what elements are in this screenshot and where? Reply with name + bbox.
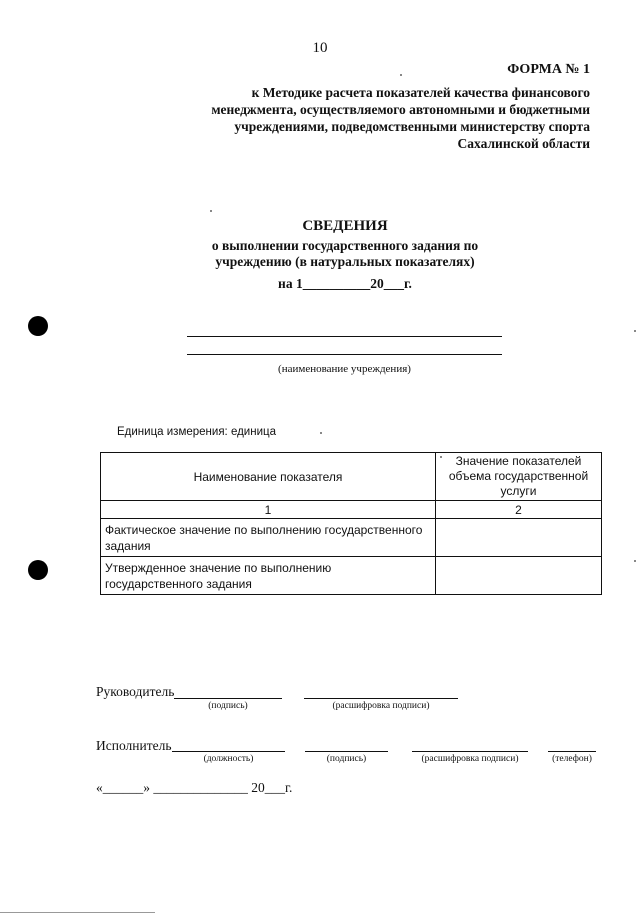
unit-label: Единица измерения: единица	[117, 426, 276, 438]
scan-edge-line	[0, 912, 155, 913]
executor-label: Исполнитель	[96, 738, 172, 753]
column-number: 1	[101, 501, 436, 519]
phone-caption: (телефон)	[552, 754, 592, 764]
indicator-name-cell: Утвержденное значение по выполнению государственного задания	[101, 557, 436, 595]
signature-caption: (подпись)	[208, 701, 248, 711]
header-indicator-name: Наименование показателя	[101, 453, 436, 501]
column-number: 2	[436, 501, 602, 519]
institution-name-line[interactable]	[187, 336, 502, 337]
methodology-line: Сахалинской области	[457, 136, 590, 151]
table-row	[101, 557, 602, 595]
methodology-line: менеджмента, осуществляемого автономными и бюджетными	[211, 102, 590, 117]
subtitle-line: учреждению (в натуральных показателях)	[215, 254, 475, 269]
head-name-line[interactable]	[304, 698, 458, 699]
binder-hole-mark	[28, 560, 48, 580]
scan-speck	[634, 560, 636, 562]
signature-date-line: «______» ______________ 20___г.	[96, 780, 293, 795]
scan-speck	[400, 74, 402, 76]
form-number: ФОРМА № 1	[507, 62, 590, 77]
institution-caption: (наименование учреждения)	[278, 363, 411, 375]
header-indicator-value: Значение показателей объема государственной услуги	[436, 453, 602, 501]
binder-hole-mark	[28, 316, 48, 336]
document-subtitle	[0, 238, 640, 270]
institution-name-line[interactable]	[187, 354, 502, 355]
scan-speck	[634, 330, 636, 332]
executor-position-line[interactable]	[172, 751, 285, 752]
methodology-line: учреждениями, подведомственными министерству спорта	[234, 119, 590, 134]
executor-signature-line[interactable]	[305, 751, 388, 752]
indicator-name-cell: Фактическое значение по выполнению государственного задания	[101, 519, 436, 557]
methodology-reference	[170, 84, 590, 152]
table-header-row	[101, 453, 602, 501]
scan-speck	[440, 456, 442, 458]
document-heading: СВЕДЕНИЯ	[302, 218, 388, 234]
page-number: 10	[312, 40, 328, 56]
table-number-row	[101, 501, 602, 519]
report-date-line: на 1__________20___г.	[278, 276, 412, 291]
executor-name-line[interactable]	[412, 751, 528, 752]
methodology-line: к Методике расчета показателей качества финансового	[251, 85, 590, 100]
name-caption: (расшифровка подписи)	[421, 754, 519, 764]
indicator-value-cell[interactable]	[436, 557, 602, 595]
head-label: Руководитель	[96, 684, 175, 699]
scan-speck	[210, 210, 212, 212]
table-row	[101, 519, 602, 557]
head-signature-line[interactable]	[174, 698, 282, 699]
indicators-table	[100, 452, 602, 595]
executor-phone-line[interactable]	[548, 751, 596, 752]
scan-speck	[320, 432, 322, 434]
position-caption: (должность)	[203, 754, 254, 764]
name-caption: (расшифровка подписи)	[332, 701, 430, 711]
signature-caption: (подпись)	[326, 754, 367, 764]
indicator-value-cell[interactable]	[436, 519, 602, 557]
subtitle-line: о выполнении государственного задания по	[211, 238, 479, 253]
